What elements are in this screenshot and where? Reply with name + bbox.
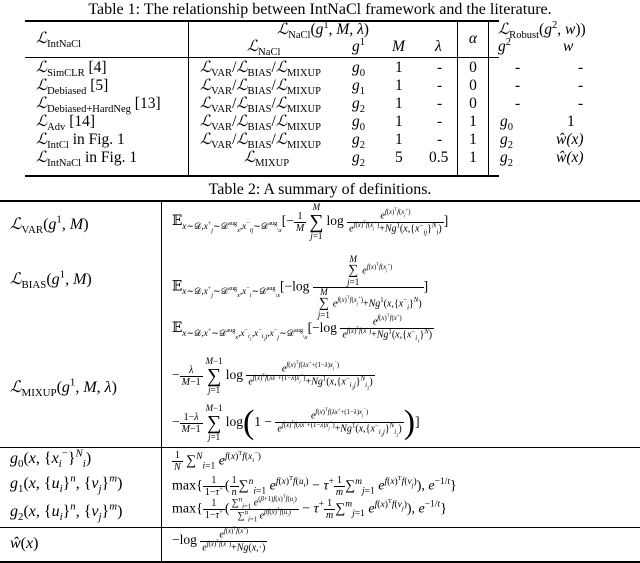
def-lbias: 𝔼$_{x\sim 𝒟,x^+_j\sim 𝒟^{aug}_x,x^-_i\sim 𝒟^{aug}_{\backslash x}}$[−log M ∑ $j=1e^{f(x)^Tf(x_j^+)}$ M ∑ $j=1e^{f(x)^Tf(x_j^+)}+Ng^1(x,\{x^-_i\}^N)$ ] xyxy=(172,254,429,320)
row-g2: $g_0$ xyxy=(500,113,514,134)
row-lambda: 0.5 xyxy=(429,149,449,166)
def-g2: max{ $\frac{1}{1-\tau^+}$ ( $\frac{\sum^n_{i=1} e^{(\beta+1)f(x)^Tf(u_i)}}{\sum^n_{i=1} e^{\beta f(x)^Tf(u_i)}}$ − τ+ $\frac{1}{m}$ ∑$^m_{j=1}$ $e^{f(x)^Tf(v_j)}$), $e^{-1/t}$} xyxy=(172,494,447,524)
row-lambda: - xyxy=(437,113,443,130)
row-nacl: ℒ$_{VAR}$/ℒ$_{BIAS}$/ℒ$_{MIXUP}$ xyxy=(200,76,321,98)
term-g2: $g_2(x$, $\{u_i\}^n$, $\{v_j\}^m$) xyxy=(10,500,123,524)
row-M: 1 xyxy=(395,131,403,148)
row-method: ℒ$_{Adv}$ [14] xyxy=(36,112,96,134)
table2-mid-rule-1 xyxy=(0,447,640,448)
table1-caption: Table 1: The relationship between IntNaCl framework and the literature. xyxy=(88,1,552,18)
row-nacl: ℒ$_{VAR}$/ℒ$_{BIAS}$/ℒ$_{MIXUP}$ xyxy=(200,94,321,116)
row-nacl: ℒ$_{VAR}$/ℒ$_{BIAS}$/ℒ$_{MIXUP}$ xyxy=(200,130,321,152)
header-g2: $g^2$ xyxy=(498,36,512,55)
row-M: 1 xyxy=(395,77,403,94)
def-lmixup-line3: − $\frac{1-\lambda}{M-1}$ M−1 ∑ j=1log(1 − $\frac{e^{f(x)^Tf(\lambda x^++(1-\lambda)x_j^-)}}{e^{f(x)^Tf(\lambda x^++(1-\lambda)x_j^-)}+Ng^1(x,\{x^-_{i_2j}\}^N_{i_2})}$ )] xyxy=(172,403,420,442)
row-method: ℒ$_{SimCLR}$ [4] xyxy=(36,58,107,80)
row-method: ℒ$_{Debiased}$ [5] xyxy=(36,76,109,98)
row-w: 1 xyxy=(567,113,575,130)
table1-bottom-rule xyxy=(25,175,499,177)
header-nacl: ℒ$_{NaCl}$ xyxy=(247,37,281,59)
row-method: ℒ$_{IntCl}$ in Fig. 1 xyxy=(36,130,125,152)
row-method: ℒ$_{IntNaCl}$ in Fig. 1 xyxy=(36,148,138,170)
table1-vrule-3 xyxy=(488,21,489,175)
row-g1: $g_2$ xyxy=(352,149,366,170)
def-lvar: 𝔼$_{x\sim 𝒟,x^+_j\sim 𝒟^{aug}_x,x^-_{ij}\sim 𝒟^{aug}_{\backslash x}}$[− $\frac{1}{M}$ M ∑ j=1log $\frac{e^{f(x)^Tf(x_j^+)}}{e^{f(x)^Tf(x_j^+)}+Ng^1(x,\{x^-_{ij}\}^N_i)}$ ] xyxy=(172,202,449,241)
row-g2: - xyxy=(515,77,521,94)
term-what: ŵ(x) xyxy=(10,535,39,552)
row-lambda: - xyxy=(437,59,443,76)
table2-caption: Table 2: A summary of definitions. xyxy=(208,181,432,198)
row-alpha: 0 xyxy=(469,59,477,76)
row-alpha: 1 xyxy=(469,149,477,166)
def-g1: max{ $\frac{1}{1-\tau^+}$ ( $\frac{1}{n}$ ∑$^n_{i=1}$ $e^{f(x)^Tf(u_i)} - \tau^+$ $\frac{1}{m}$ ∑$^m_{j=1}$ $e^{f(x)^Tf(v_j)}$), $e^{-1/t}$} xyxy=(172,474,457,498)
row-nacl: ℒ$_{MIXUP}$ xyxy=(244,148,290,170)
row-g1: $g_1$ xyxy=(352,77,366,98)
term-g0: $g_0(x$, $\{x_i^-\}^N_i$) xyxy=(10,447,92,471)
table1-vrule-1 xyxy=(188,21,189,175)
row-g2: - xyxy=(515,59,521,76)
term-lbias: $ℒ_{BIAS}(g^1$, M) xyxy=(10,268,92,292)
row-lambda: - xyxy=(437,77,443,94)
row-g1: $g_2$ xyxy=(352,131,366,152)
header-M: M xyxy=(392,38,405,55)
row-lambda: - xyxy=(437,131,443,148)
row-w: - xyxy=(578,77,584,94)
row-lambda: - xyxy=(437,95,443,112)
header-lambda: λ xyxy=(435,38,442,55)
term-lmixup: $ℒ_{MIXUP}(g^1$, M, λ) xyxy=(10,376,117,400)
def-g0: $\frac{1}{N}$ ∑$^N_{i=1}$ $e^{f(x)^Tf(x_i^-)}$ xyxy=(174,449,261,473)
def-lmixup-line1: 𝔼$_{x\sim 𝒟,x^+\sim 𝒟^{aug}_x,x^-_{i_1},x^-_{i_2j},x^-_j\sim 𝒟^{aug}_{\backslash x}}$[−log $\frac{e^{f(x)^Tf(x^+)}}{e^{f(x)^Tf(x^+)}+Ng^1(x,\{x^-_{i_1}\}^N)}$ xyxy=(172,313,433,344)
header-robust-group: $ℒ_{Robust}(g^2$, w)) xyxy=(498,19,586,42)
row-alpha: 0 xyxy=(469,77,477,94)
table2-mid-rule-2 xyxy=(0,527,640,528)
row-w: - xyxy=(578,59,584,76)
header-intnacl: ℒ$_{IntNaCl}$ xyxy=(36,29,82,51)
term-g1: $g_1(x$, $\{u_i\}^n$, $\{v_j\}^m$) xyxy=(10,472,123,496)
row-M: 1 xyxy=(395,95,403,112)
row-g1: $g_2$ xyxy=(352,95,366,116)
row-alpha: 1 xyxy=(469,131,477,148)
row-alpha: 0 xyxy=(469,95,477,112)
row-g2: - xyxy=(515,95,521,112)
header-nacl-group: $ℒ_{NaCl}(g^1$, M, λ) xyxy=(277,19,369,42)
row-method: ℒ$_{Debiased+HardNeg}$ [13] xyxy=(36,94,161,116)
row-alpha: 1 xyxy=(469,113,477,130)
header-alpha: α xyxy=(468,30,478,47)
row-M: 1 xyxy=(395,113,403,130)
row-g2: $g_2$ xyxy=(500,149,514,170)
row-M: 1 xyxy=(395,59,403,76)
def-lmixup-line2: − $\frac{\lambda}{M-1}$ M−1 ∑ j=1log $\frac{e^{f(x)^Tf(\lambda x^++(1-\lambda)x_j^-)}}{e^{f(x)^Tf(\lambda x^++(1-\lambda)x_j^-)}+Ng^1(x,\{x^-_{i_2j}\}^N_{i_2})}$ xyxy=(172,356,373,395)
row-g1: $g_0$ xyxy=(352,113,366,134)
row-w: - xyxy=(578,95,584,112)
row-w: ŵ(x) xyxy=(556,149,584,166)
row-nacl: ℒ$_{VAR}$/ℒ$_{BIAS}$/ℒ$_{MIXUP}$ xyxy=(200,58,321,80)
row-nacl: ℒ$_{VAR}$/ℒ$_{BIAS}$/ℒ$_{MIXUP}$ xyxy=(200,112,321,134)
def-what: −log $\frac{e^{f(x)^Tf(x^+)}}{e^{f(x)^Tf(x^+)}+Ng(x,\cdot)}$ xyxy=(172,526,266,554)
row-g2: $g_2$ xyxy=(500,131,514,152)
row-g1: $g_0$ xyxy=(352,59,366,80)
table2-vrule xyxy=(161,202,162,561)
header-g1: $g^1$ xyxy=(352,36,366,55)
term-lvar: $ℒ_{VAR}(g^1$, M) xyxy=(10,213,89,237)
header-w: w xyxy=(563,38,574,55)
row-w: ŵ(x) xyxy=(556,131,584,148)
row-M: 5 xyxy=(395,149,403,166)
